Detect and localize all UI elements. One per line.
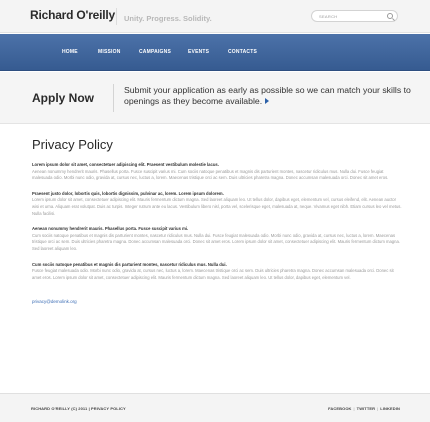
nav-item-events[interactable]: EVENTS	[188, 49, 210, 55]
footer-separator: |	[377, 406, 379, 411]
site-logo[interactable]: Richard O'reilly	[30, 8, 116, 22]
nav-item-home[interactable]: HOME	[62, 49, 78, 55]
main-nav	[0, 34, 430, 71]
policy-paragraph	[32, 262, 402, 282]
paragraph-body: Fusce feugiat malesuada odio. Morbi nunc odio, gravida at, cursus nec, luctus a, lorem. Maecenas tristique orci ac sem. Duis ultricies pharetra magna. Donec accumsan malesuada orci. Donec sit amet eros. Lorem ipsum dolor sit amet, consectetuer adipiscing elit. Mauris fermentum dictum magna. Sed laoreet aliquam leo. Ut tellus dolor, dapibus eget, elementum vel.	[32, 268, 394, 280]
site-slogan: Unity. Progress. Solidity.	[124, 14, 212, 23]
apply-divider	[113, 84, 114, 112]
site-header	[0, 0, 430, 33]
facebook-link[interactable]: FACEBOOK	[328, 406, 352, 411]
site-footer	[0, 393, 430, 422]
search-icon[interactable]	[387, 13, 393, 19]
paragraph-title: Cum sociis natoque penatibus et magnis dis parturient montes, nascetur ridiculus mus. Nulla dui.	[32, 261, 227, 267]
paragraph-body: Lorem ipsum dolor sit amet, consectetuer adipiscing elit. Mauris fermentum dictum magna. Sed laoreet aliquam leo. Ut tellus dolor, dapibus eget, elementum vel, cursus eleifend, elit. Aenean auctor wisi et urna. Aliquam erat volutpat. Duis ac turpis. Integer rutrum ante eu lacus. Vestibulum libero nisl, porta vel, scelerisque eget, malesuada at, neque. Vivamus eget nibh. Etiam cursus leo vel metus. Nulla facilisi.	[32, 197, 402, 216]
search-input[interactable]	[311, 10, 398, 22]
linkedin-link[interactable]: LINKEDIN	[380, 406, 400, 411]
paragraph-title: Aenean nonummy hendrerit mauris. Phasellus porta. Fusce suscipit varius mi.	[32, 226, 189, 232]
footer-copyright[interactable]: RICHARD O'REILLY (C) 2011 | PRIVACY POLICY	[31, 406, 126, 411]
policy-paragraph	[32, 162, 402, 182]
paragraph-body: Cum sociis natoque penatibus et magnis dis parturient montes, nascetur ridiculus mus. Nulla dui. Fusce feugiat malesuada odio. Morbi nunc odio, gravida at, cursus nec, luctus a, lorem. Maecenas tristique orci ac sem. Duis ultricies pharetra magna. Donec accumsan malesuada orci. Donec sit amet eros. Lorem ipsum dolor sit amet, consectetuer adipiscing elit. Mauris fermentum dictum magna. Sed laoreet aliquam leo.	[32, 232, 400, 251]
social-links	[328, 406, 400, 411]
arrow-right-icon[interactable]	[265, 98, 269, 104]
policy-paragraph	[32, 191, 402, 217]
paragraph-title: Lorem ipsum dolor sit amet, consectetuer adipiscing elit. Praesent vestibulum molestie lacus.	[32, 162, 219, 167]
search-placeholder: SEARCH	[319, 14, 338, 19]
paragraph-title: Praesent justo dolor, lobortis quis, lobortis dignissim, pulvinar ac, lorem. Lorem ipsum dolorem.	[32, 190, 224, 196]
privacy-email-link[interactable]: privacy@demolink.org	[32, 299, 77, 305]
apply-title: Apply Now	[32, 91, 94, 105]
slogan-container	[116, 8, 212, 25]
nav-item-mission[interactable]: MISSION	[98, 49, 121, 55]
nav-item-contacts[interactable]: CONTACTS	[228, 49, 258, 55]
policy-paragraph	[32, 226, 402, 252]
nav-item-campaigns[interactable]: CAMPAIGNS	[139, 49, 171, 55]
twitter-link[interactable]: TWITTER	[356, 406, 376, 411]
main-content	[32, 137, 402, 308]
footer-separator: |	[353, 406, 355, 411]
apply-text: Submit your application as early as possible so we can match your skills to openings as they become available.	[124, 85, 411, 106]
apply-text-container	[124, 85, 414, 106]
apply-banner	[0, 72, 430, 124]
paragraph-body: Aenean nonummy hendrerit mauris. Phasellus porta. Fusce suscipit varius mi. Cum sociis natoque penatibus et magnis dis parturient montes, nascetur ridiculus mus. Nulla dui. Fusce feugiat malesuada odio. Morbi nunc odio, gravida at, cursus nec, luctus a, lorem. Maecenas tristique orci ac sem. Duis ultricies pharetra magna. Donec accumsan malesuada orci. Donec sit amet eros.	[32, 168, 389, 181]
page-title: Privacy Policy	[32, 137, 113, 152]
